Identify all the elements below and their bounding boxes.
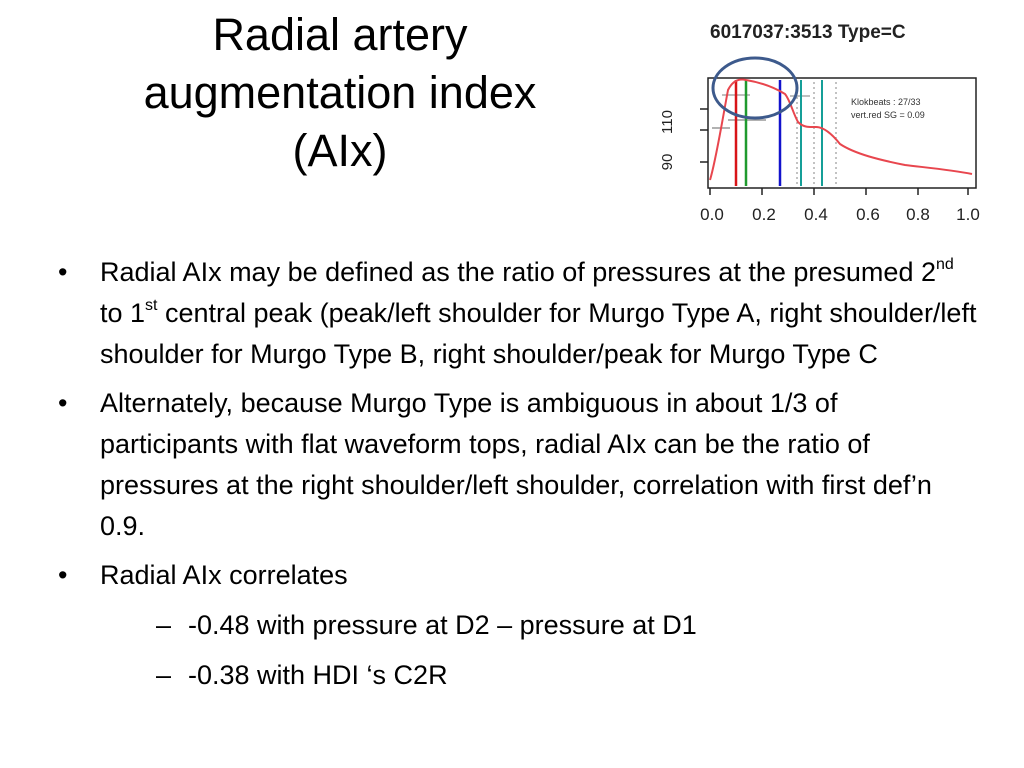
bullet-item — [58, 555, 978, 696]
x-tick-label: 0.6 — [856, 205, 880, 224]
title-line: Radial artery — [212, 9, 468, 60]
bullet-text: to 1 — [100, 298, 146, 328]
bullet-text: Alternately, because Murgo Type is ambiguous in about 1/3 of participants with flat waveform tops, radial AIx can be the ratio of pressures at the right shoulder/left shoulder, correlation with first def’n 0.9. — [100, 388, 932, 541]
bullet-item — [58, 252, 978, 375]
bullet-text: Radial AIx may be defined as the ratio of pressures at the presumed 2 — [100, 257, 936, 287]
sub-bullet-item — [100, 605, 978, 646]
x-tick-label: 0.0 — [700, 205, 724, 224]
figure-header: 6017037:3513 Type=C — [710, 22, 906, 43]
bullet-list — [58, 252, 978, 704]
legend-line: Klokbeats : 27/33 — [851, 97, 921, 107]
y-tick-label: 110 — [659, 110, 676, 134]
slide-title — [60, 6, 620, 180]
title-line: augmentation index — [143, 67, 537, 118]
bullet-text: Radial AIx correlates — [100, 560, 348, 590]
sub-bullet-text: -0.38 with HDI ‘s C2R — [188, 660, 448, 690]
y-tick-label: 90 — [659, 153, 676, 171]
highlight-circle — [713, 58, 797, 118]
bullet-text: central peak (peak/left shoulder for Murgo Type A, right shoulder/left shoulder for Murgo Type B, right shoulder/peak for Murgo Type C — [100, 298, 977, 369]
bullet-item — [58, 383, 978, 547]
x-axis — [700, 188, 980, 224]
waveform-plot — [640, 10, 1000, 235]
legend-line: vert.red SG = 0.09 — [851, 110, 925, 120]
superscript: st — [145, 297, 158, 314]
x-tick-label: 0.4 — [804, 205, 828, 224]
x-tick-label: 0.2 — [752, 205, 776, 224]
sub-bullet-text: -0.48 with pressure at D2 – pressure at D1 — [188, 610, 697, 640]
title-line: (AIx) — [292, 125, 388, 176]
sub-bullet-item — [100, 655, 978, 696]
x-tick-label: 1.0 — [956, 205, 980, 224]
superscript: nd — [935, 256, 954, 273]
waveform-figure — [640, 10, 1000, 235]
x-tick-label: 0.8 — [906, 205, 930, 224]
